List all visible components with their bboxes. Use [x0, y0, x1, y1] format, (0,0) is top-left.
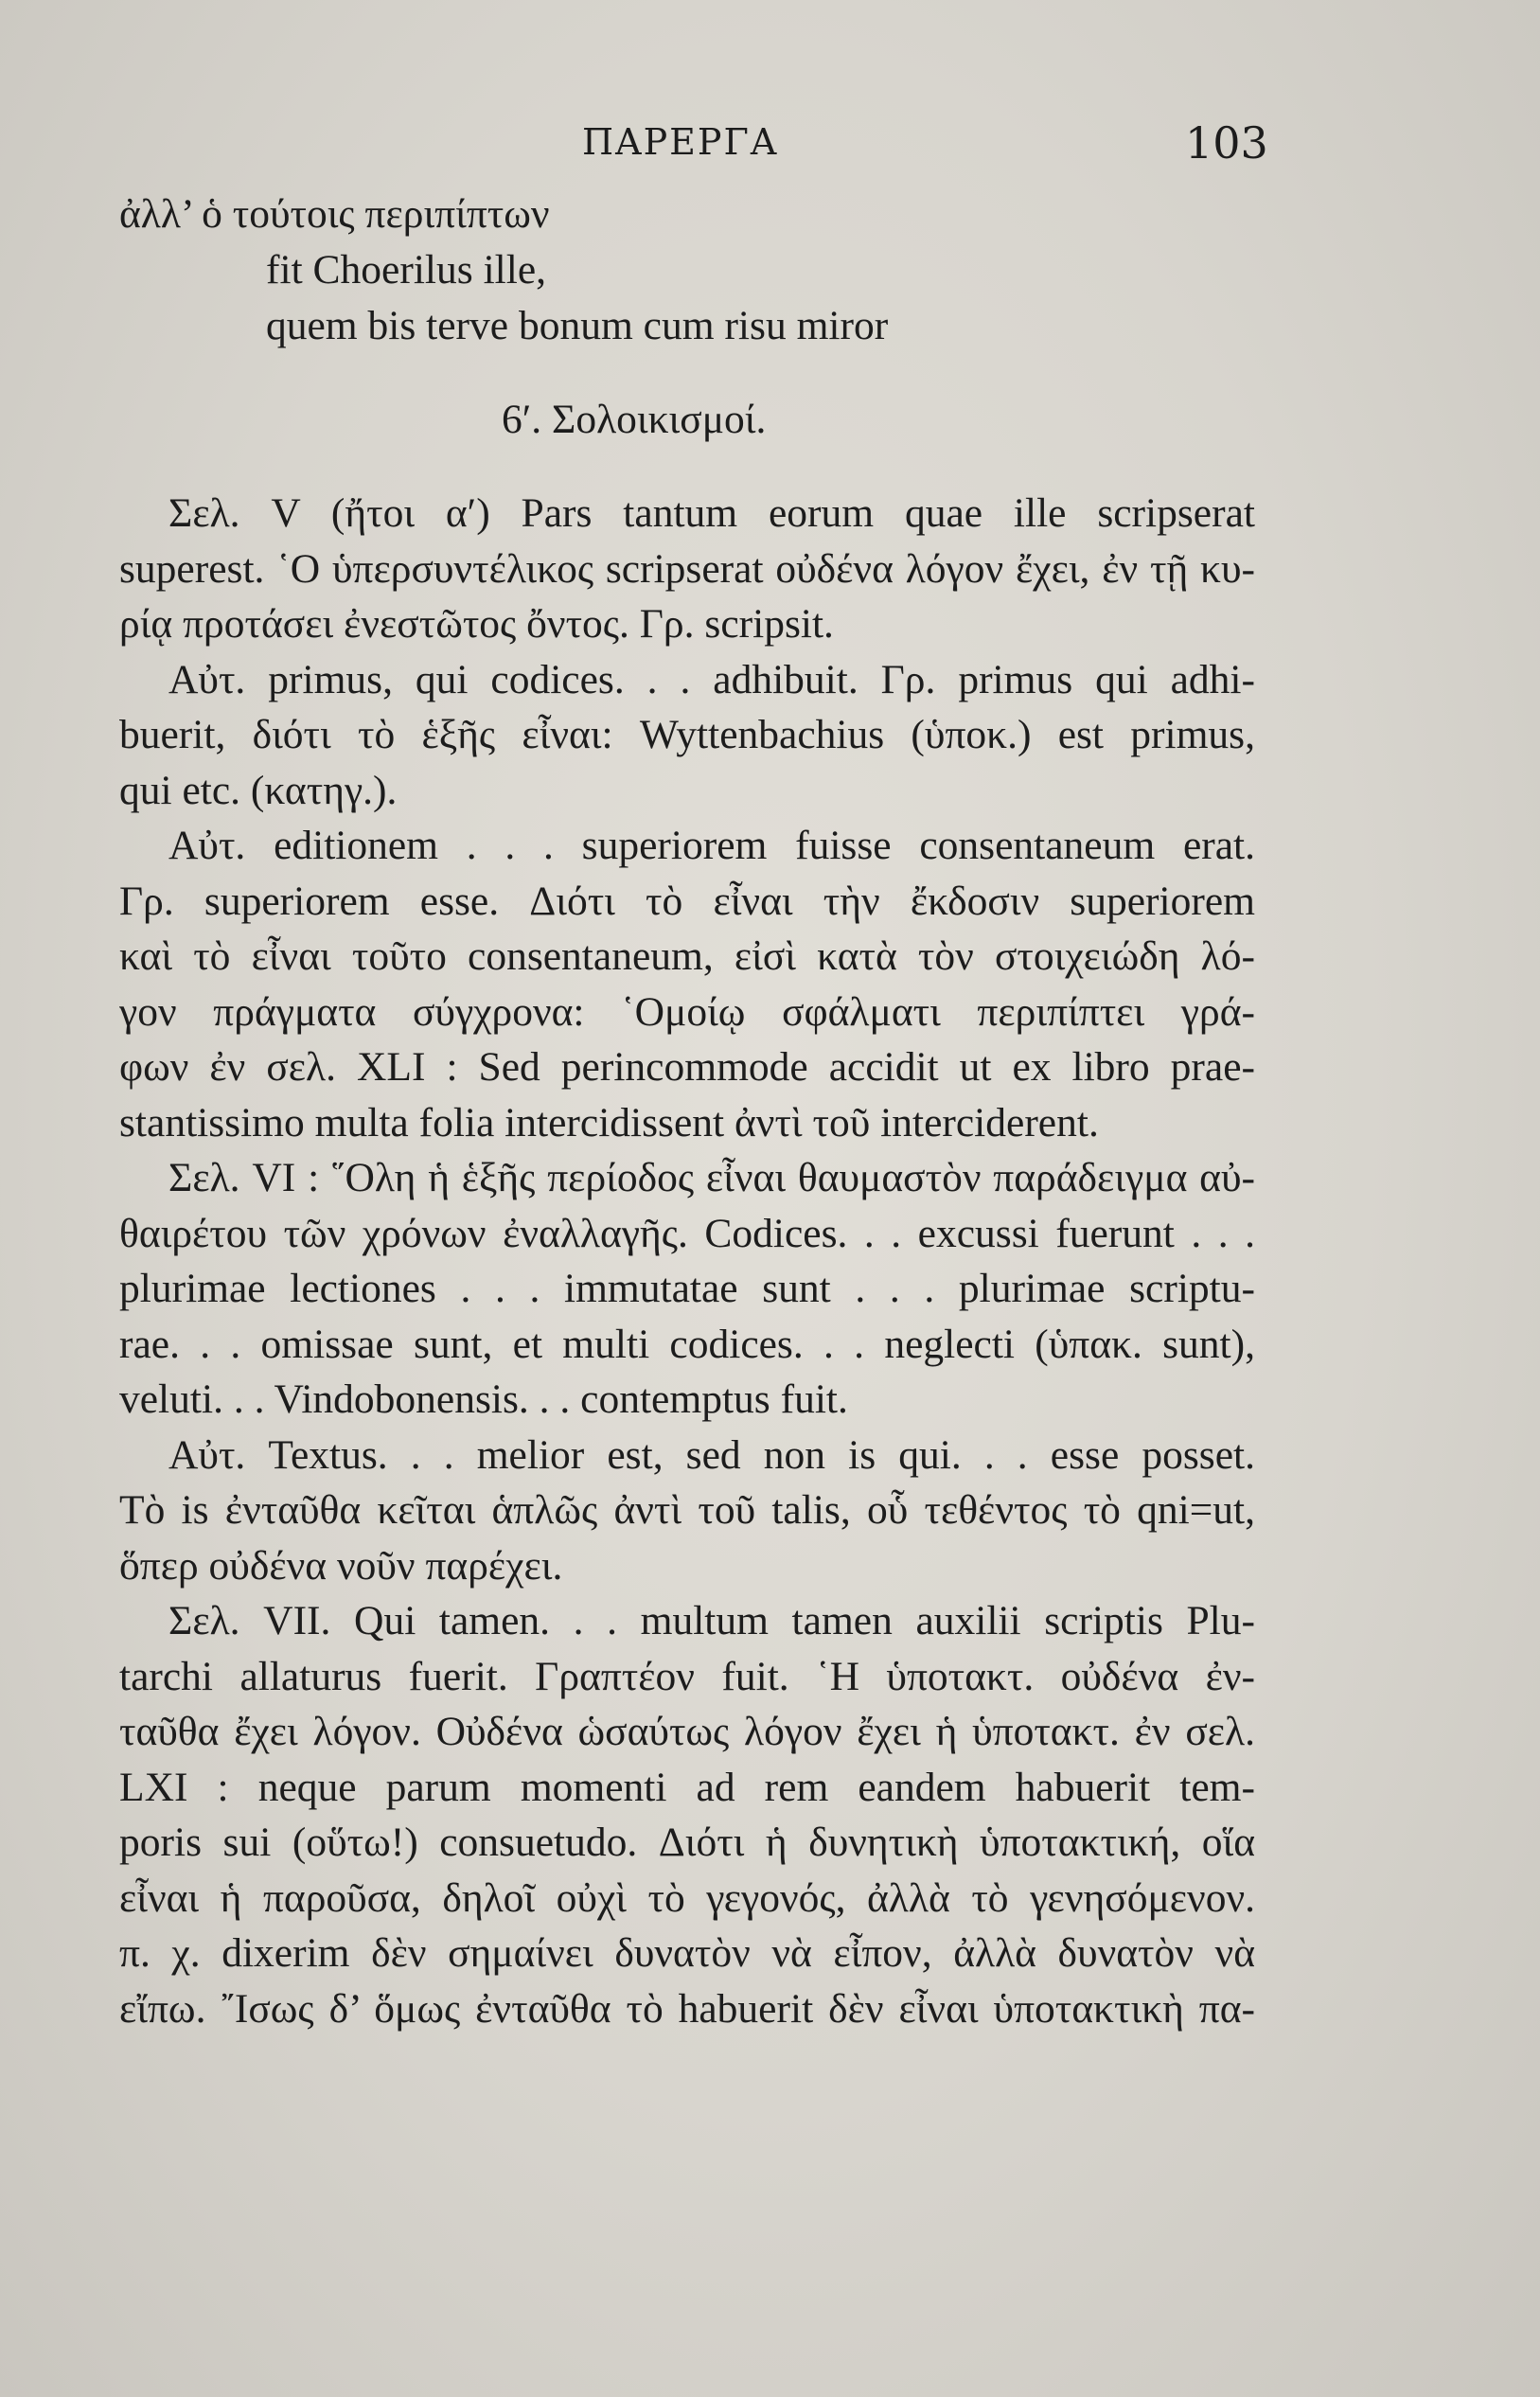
page-number: 103 — [1185, 117, 1268, 169]
text-line: superest. ῾Ο ὑπερσυντέλικος scripserat οὐδένα λόγον ἔχει, ἐν τῇ κυ- — [119, 545, 1255, 592]
text-line: stantissimo multa folia intercidissent ἀντὶ τοῦ interciderent. — [119, 1099, 1099, 1145]
text-line: Τὸ is ἐνταῦθα κεῖται ἁπλῶς ἀντὶ τοῦ talis, οὗ τεθέντος τὸ qni=ut, — [119, 1487, 1255, 1533]
verse-line: quem bis terve bonum cum risu miror — [266, 302, 889, 348]
text-line: Αὐτ. primus, qui codices. . . adhibuit. Γρ. primus qui adhi- — [168, 656, 1255, 702]
text-line: Σελ. VI : ῞Ολη ἡ ἑξῆς περίοδος εἶναι θαυμαστὸν παράδειγμα αὐ- — [168, 1155, 1255, 1200]
text-line: Σελ. VII. Qui tamen. . . multum tamen auxilii scriptis Plu- — [168, 1598, 1255, 1643]
text-line: εἴπω. ῎Ισως δ’ ὅμως ἐνταῦθα τὸ habuerit δὲν εἶναι ὑποτακτικὴ πα- — [119, 1985, 1255, 2032]
verse-line: fit Choerilus ille, — [266, 247, 547, 293]
text-line: Γρ. superiorem esse. Διότι τὸ εἶναι τὴν ἔκδοσιν superiorem — [119, 878, 1255, 924]
text-line: qui etc. (κατηγ.). — [119, 767, 398, 813]
text-line: tarchi allaturus fuerit. Γραπτέον fuit. ῾Η ὑποτακτ. οὐδένα ἐν- — [119, 1653, 1255, 1699]
text-line: καὶ τὸ εἶναι τοῦτο consentaneum, εἰσὶ κατὰ τὸν στοιχειώδη λό- — [119, 933, 1255, 979]
text-line: Αὐτ. Textus. . . melior est, sed non is qui. . . esse posset. — [168, 1431, 1255, 1478]
text-line: poris sui (οὕτω!) consuetudo. Διότι ἡ δυνητικὴ ὑποτακτική, οἵα — [119, 1820, 1255, 1865]
running-head — [0, 117, 1540, 169]
text-line: γον πράγματα σύγχρονα: ῾Ομοίῳ σφάλματι περιπίπτει γρά- — [119, 988, 1255, 1035]
text-line: ρίᾳ προτάσει ἐνεστῶτος ὄντος. Γρ. scripsit. — [119, 601, 834, 647]
text-line: LXI : neque parum momenti ad rem eandem habuerit tem- — [119, 1764, 1255, 1810]
text-line: θαιρέτου τῶν χρόνων ἐναλλαγῆς. Codices. . . excussi fuerunt . . . — [119, 1210, 1255, 1256]
text-line: Αὐτ. editionem . . . superiorem fuisse consentaneum erat. — [168, 823, 1255, 868]
text-line: εἶναι ἡ παροῦσα, δηλοῖ οὐχὶ τὸ γεγονός, ἀλλὰ τὸ γενησόμενον. — [119, 1874, 1255, 1921]
text-line: veluti. . . Vindobonensis. . . contemptus fuit. — [119, 1376, 848, 1422]
text-line: rae. . . omissae sunt, et multi codices. . . neglecti (ὑπακ. sunt), — [119, 1321, 1255, 1367]
verse-line: ἀλλ’ ὁ τούτοις περιπίπτων — [119, 191, 550, 237]
running-title: ΠΑΡΕΡΓΑ — [582, 121, 779, 163]
text-line: π. χ. dixerim δὲν σημαίνει δυνατὸν νὰ εἶπον, ἀλλὰ δυνατὸν νὰ — [119, 1930, 1255, 1976]
text-line: plurimae lectiones . . . immutatae sunt . . . plurimae scriptu- — [119, 1266, 1255, 1311]
text-line: ταῦθα ἔχει λόγον. Οὐδένα ὡσαύτως λόγον ἔχει ἡ ὑποτακτ. ἐν σελ. — [119, 1709, 1255, 1754]
text-line: Σελ. V (ἤτοι α′) Pars tantum eorum quae ille scripserat — [168, 490, 1255, 536]
text-line: φων ἐν σελ. XLI : Sed perincommode accidit ut ex libro prae- — [119, 1044, 1255, 1090]
section-heading: 6′. Σολοικισμοί. — [502, 397, 767, 442]
text-line: buerit, διότι τὸ ἑξῆς εἶναι: Wyttenbachius (ὑποκ.) est primus, — [119, 712, 1255, 757]
body-text — [119, 186, 1255, 2036]
text-line: ὅπερ οὐδένα νοῦν παρέχει. — [119, 1542, 563, 1589]
